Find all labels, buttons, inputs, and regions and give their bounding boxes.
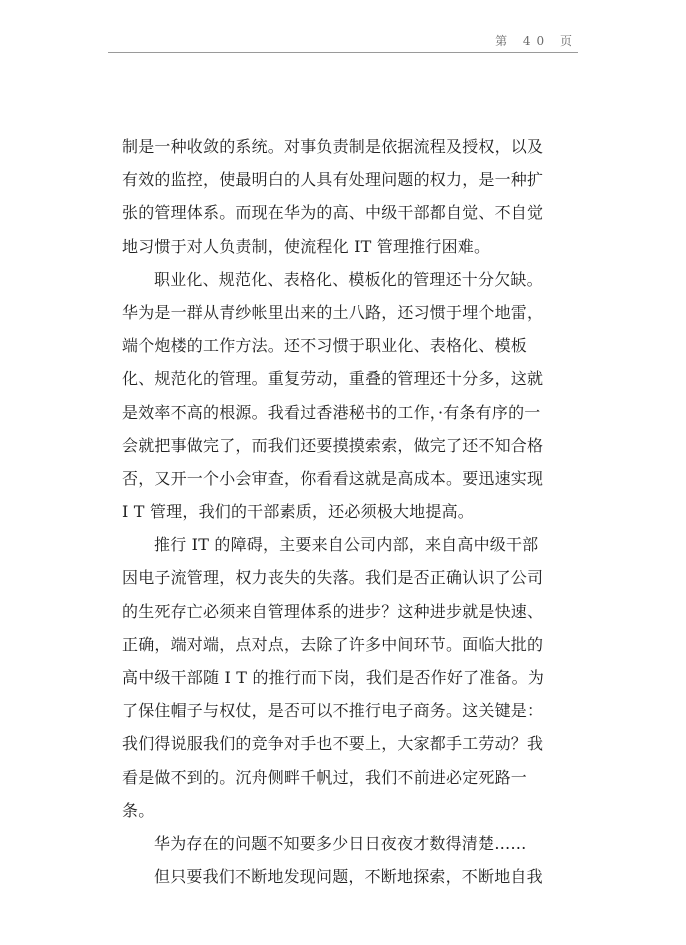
text-line: 的生死存亡必须来自管理体系的进步？这种进步就是快速、 (122, 601, 544, 621)
text-line: 高中级干部随 I T 的推行而下岗，我们是否作好了准备。为 (122, 668, 545, 687)
text-line: 华为是一群从青纱帐里出来的土八路，还习惯于埋个地雷， (122, 302, 544, 322)
text-line: 有效的监控，使最明白的人具有处理问题的权力，是一种扩 (122, 170, 544, 190)
text-line: 地习惯于对人负责制，使流程化 IT 管理推行困难。 (122, 236, 491, 256)
text-line: 职业化、规范化、表格化、模板化的管理还十分欠缺。 (154, 269, 543, 289)
text-line: 张的管理体系。而现在华为的高、中级干部都自觉、不自觉 (122, 203, 544, 223)
text-line: 制是一种收敛的系统。对事负责制是依据流程及授权，以及 (122, 137, 544, 156)
text-line: 端个炮楼的工作方法。还不习惯于职业化、表格化、模板 (122, 336, 528, 356)
text-line: 条。 (122, 800, 155, 820)
text-line: 看是做不到的。沉舟侧畔千帆过，我们不前进必定死路一 (122, 767, 528, 787)
text-line: 否，又开一个小会审查，你看看这就是高成本。要迅速实现 (122, 468, 544, 488)
text-line: 推行 IT 的障碍，主要来自公司内部，来自高中级干部 (154, 535, 539, 555)
page-header (108, 30, 578, 53)
text-line: 正确，端对端，点对点，去除了许多中间环节。面临大批的 (122, 634, 544, 654)
text-line: 因电子流管理，权力丧失的失落。我们是否正确认识了公司 (122, 568, 544, 588)
body-text (122, 130, 566, 893)
text-line: I T 管理，我们的干部素质，还必须极大地提高。 (122, 502, 474, 522)
text-line: 华为存在的问题不知要多少日日夜夜才数得清楚…… (154, 833, 527, 853)
text-line: 会就把事做完了，而我们还要摸摸索索，做完了还不知合格 (122, 435, 544, 455)
text-line: 但只要我们不断地发现问题，不断地探索，不断地自我 (154, 867, 543, 887)
text-line: 化、规范化的管理。重复劳动，重叠的管理还十分多，这就 (122, 369, 544, 389)
text-line: 是效率不高的根源。我看过香港秘书的工作，·有条有序的一 (122, 402, 541, 422)
text-line: 了保住帽子与权仗，是否可以不推行电子商务。这关键是： (122, 701, 544, 721)
page-number: 第 40 页 (495, 34, 578, 48)
text-line: 我们得说服我们的竞争对手也不要上，大家都手工劳动？我 (122, 734, 544, 754)
